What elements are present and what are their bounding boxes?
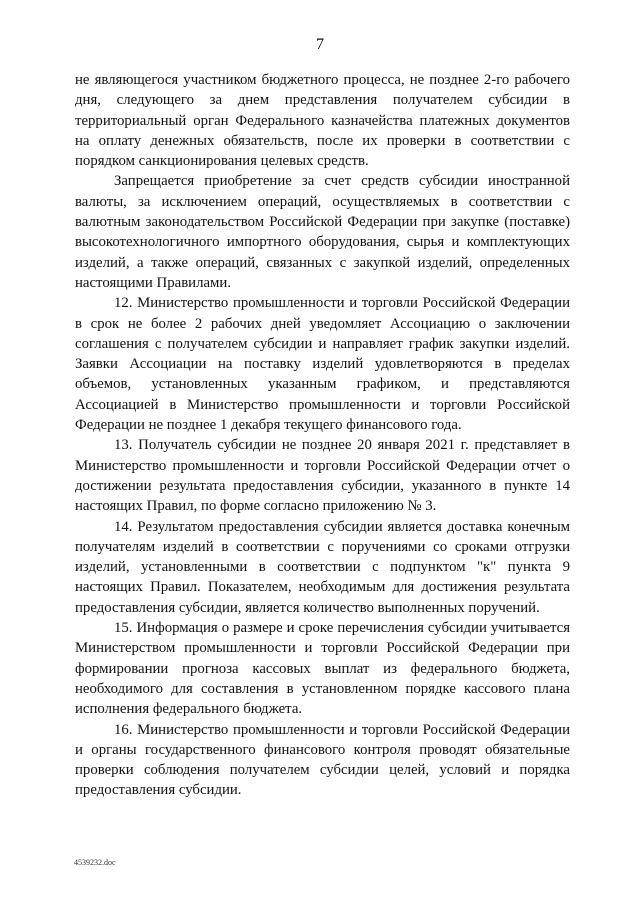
paragraph-continuation: не являющегося участником бюджетного процесса, не позднее 2-го рабочего дня, следующего за днем представления получателем субсидии в территориальный орган Федерального казначейства платежных документов на оплату денежных обязательств, после их проверки в соответствии с порядком санкционирования целевых средств. bbox=[75, 72, 570, 170]
paragraph-13: 13. Получатель субсидии не позднее 20 января 2021 г. представляет в Министерство промышленности и торговли Российской Федерации отчет о достижении результата предоставления субсидии, указанного в пункте 14 настоящих Правил, по форме согласно приложению № 3. bbox=[75, 437, 570, 515]
page-number: 7 bbox=[316, 36, 324, 53]
paragraph-16: 16. Министерство промышленности и торговли Российской Федерации и органы государственного финансового контроля проводят обязательные проверки соблюдения получателем субсидии целей, условий и порядка предоставления субсидии. bbox=[75, 721, 570, 799]
paragraph-12: 12. Министерство промышленности и торговли Российской Федерации в срок не более 2 рабочих дней уведомляет Ассоциацию о заключении соглашения с получателем субсидии и направляет график закупки изделий. Заявки Ассоциации на поставку изделий удовлетворяются в пределах объемов, установленных указанным графиком, и представляются Ассоциацией в Министерство промышленности и торговли Российской Федерации не позднее 1 декабря текущего финансового года. bbox=[75, 295, 570, 434]
document-file-id: 4539232.doc bbox=[74, 858, 116, 867]
paragraph-currency-prohibition: Запрещается приобретение за счет средств субсидии иностранной валюты, за исключением операций, осуществляемых в соответствии с валютным законодательством Российской Федерации при закупке (поставке) высокотехнологичного импортного оборудования, сырья и комплектующих изделий, а также операций, связанных с закупкой изделий, определенных настоящими Правилами. bbox=[75, 173, 570, 291]
paragraph-14: 14. Результатом предоставления субсидии является доставка конечным получателям изделий в соответствии с поручениями со сроками отгрузки изделий, установленными в соответствии с подпунктом "к" пункта 9 настоящих Правил. Показателем, необходимым для достижения результата предоставления субсидии, является количество выполненных поручений. bbox=[75, 518, 570, 616]
paragraph-15: 15. Информация о размере и сроке перечисления субсидии учитывается Министерством промышленности и торговли Российской Федерации при формировании прогноза кассовых выплат из федерального бюджета, необходимого для составления в установленном порядке кассового плана исполнения федерального бюджета. bbox=[75, 620, 570, 718]
document-body bbox=[75, 70, 570, 801]
